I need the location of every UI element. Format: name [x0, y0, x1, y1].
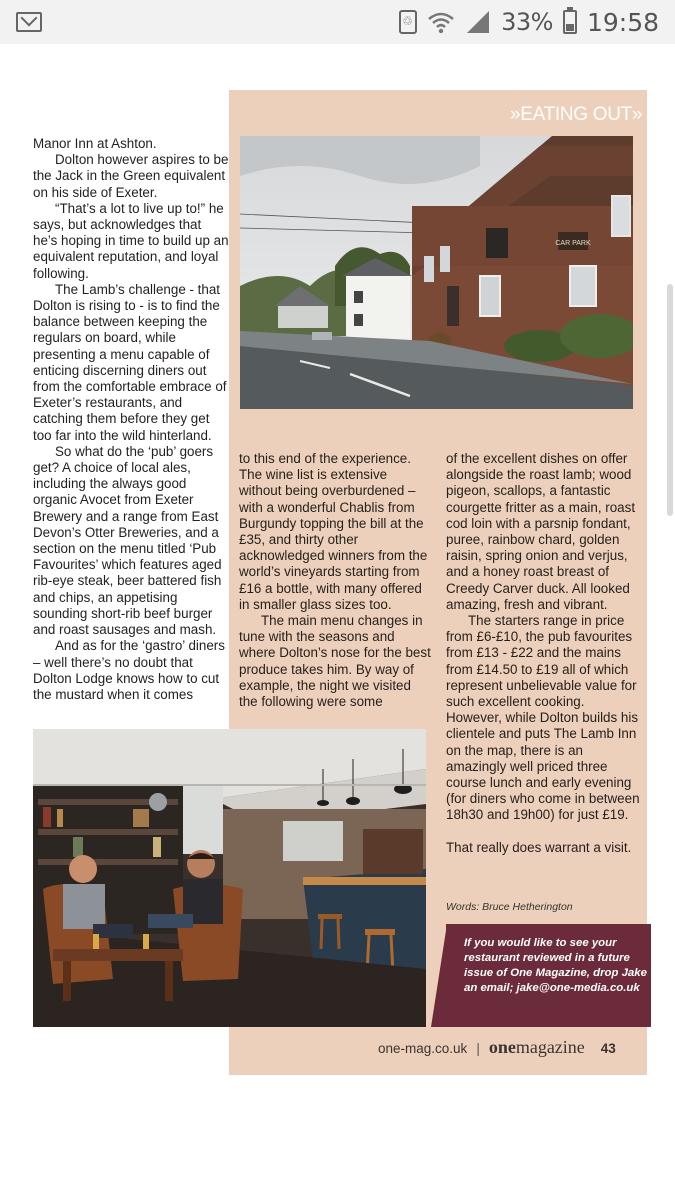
pub-exterior-photo — [240, 136, 633, 409]
page-number: 43 — [600, 1041, 616, 1056]
paragraph: to this end of the experience. The wine list is extensive without being overburdened – with a wonderful Chablis from Burgundy topping the bill at the £35, and thirty other acknowledged winners from the world’s vineyards starting from £16 a bottle, with many offered in smaller glass sizes too. — [239, 451, 428, 612]
page-margin — [647, 90, 675, 1075]
paragraph: That really does warrant a visit. — [446, 839, 632, 855]
magazine-page[interactable] — [0, 44, 675, 1200]
battery-saver-icon — [399, 10, 417, 34]
paragraph: of the excellent dishes on offer alongside the roast lamb; wood pigeon, scallops, a fantastic courgette fritter as a main, roast cod loin with a parsnip fondant, puree, rainbow chard, golden raisin, spring onion and verjus, and a honey roast breast of Creedy Carver duck. All looked amazing, fresh and vibrant. — [446, 451, 636, 612]
callout-pointer — [431, 924, 447, 1027]
article-column-3 — [446, 451, 642, 856]
article-column-1 — [33, 136, 229, 703]
section-title: »EATING OUT» — [510, 104, 643, 125]
clock: 19:58 — [586, 7, 659, 37]
callout-text: If you would like to see your restaurant reviewed in a future issue of One Magazine, drop Jake an email; jake@one-media.co.uk — [464, 937, 647, 994]
author-credit: Words: Bruce Hetherington — [446, 901, 573, 913]
paragraph: The main menu changes in tune with the seasons and where Dolton’s nose for the best produce takes him. By way of example, the night we visited the following were some — [239, 613, 431, 710]
paragraph: Manor Inn at Ashton. — [33, 136, 157, 151]
paragraph: So what do the ‘pub’ goers get? A choice of local ales, including the always good organic Avocet from Exeter Brewery and a range from East Devon’s Otter Breweries, and a section on the menu titled ‘Pub Favourites’ which features aged rib-eye steak, beer battered fish and chips, an appetising sounding short-rib beef burger and roast sausages and mash. — [33, 443, 222, 638]
paragraph: And as for the ‘gastro’ diners – well there’s no doubt that Dolton Lodge knows how to cut the mustard when it comes — [33, 638, 225, 702]
page-footer — [378, 1037, 616, 1059]
battery-percent: 33% — [501, 8, 553, 36]
article-column-2 — [239, 451, 432, 710]
paragraph: The Lamb’s challenge - that Dolton is rising to - is to find the balance between keeping the regulars on board, while presenting a menu capable of enticing discerning diners out from the comfortable embrace of Exeter’s restaurants, and catching them before they get too far into the wild hinterland. — [33, 281, 227, 443]
wifi-icon — [427, 10, 455, 34]
logo-rest: magazine — [515, 1037, 585, 1057]
status-icons — [399, 6, 659, 38]
pub-interior-photo — [33, 729, 426, 1027]
magazine-logo — [489, 1037, 585, 1058]
car-park-sign: CAR PARK — [555, 240, 591, 247]
paragraph: “That’s a lot to live up to!” he says, but acknowledges that he’s hoping in time to build up an equivalent reputation, and loyal following. — [33, 200, 229, 281]
footer-separator: | — [476, 1041, 480, 1056]
battery-icon — [563, 10, 577, 34]
scrollbar-thumb[interactable] — [667, 284, 673, 516]
status-bar — [0, 0, 675, 44]
logo-bold: one — [488, 1037, 516, 1057]
email-icon[interactable] — [16, 12, 42, 32]
paragraph: Dolton however aspires to be the Jack in the Green equivalent on his side of Exeter. — [33, 152, 229, 200]
signal-icon — [465, 10, 491, 34]
paragraph: The starters range in price from £6-£10, the pub favourites from £13 - £22 and the mains from £14.50 to £19 all of which represent unbelievable value for such excellent cooking. However, while Dolton builds his clientele and puts The Lamb Inn on the map, there is an amazingly well priced three course lunch and early evening (for diners who come in between 18h30 and 19h00) for just £19. — [446, 613, 640, 823]
footer-website: one-mag.co.uk — [378, 1041, 468, 1056]
review-callout — [446, 924, 651, 1027]
